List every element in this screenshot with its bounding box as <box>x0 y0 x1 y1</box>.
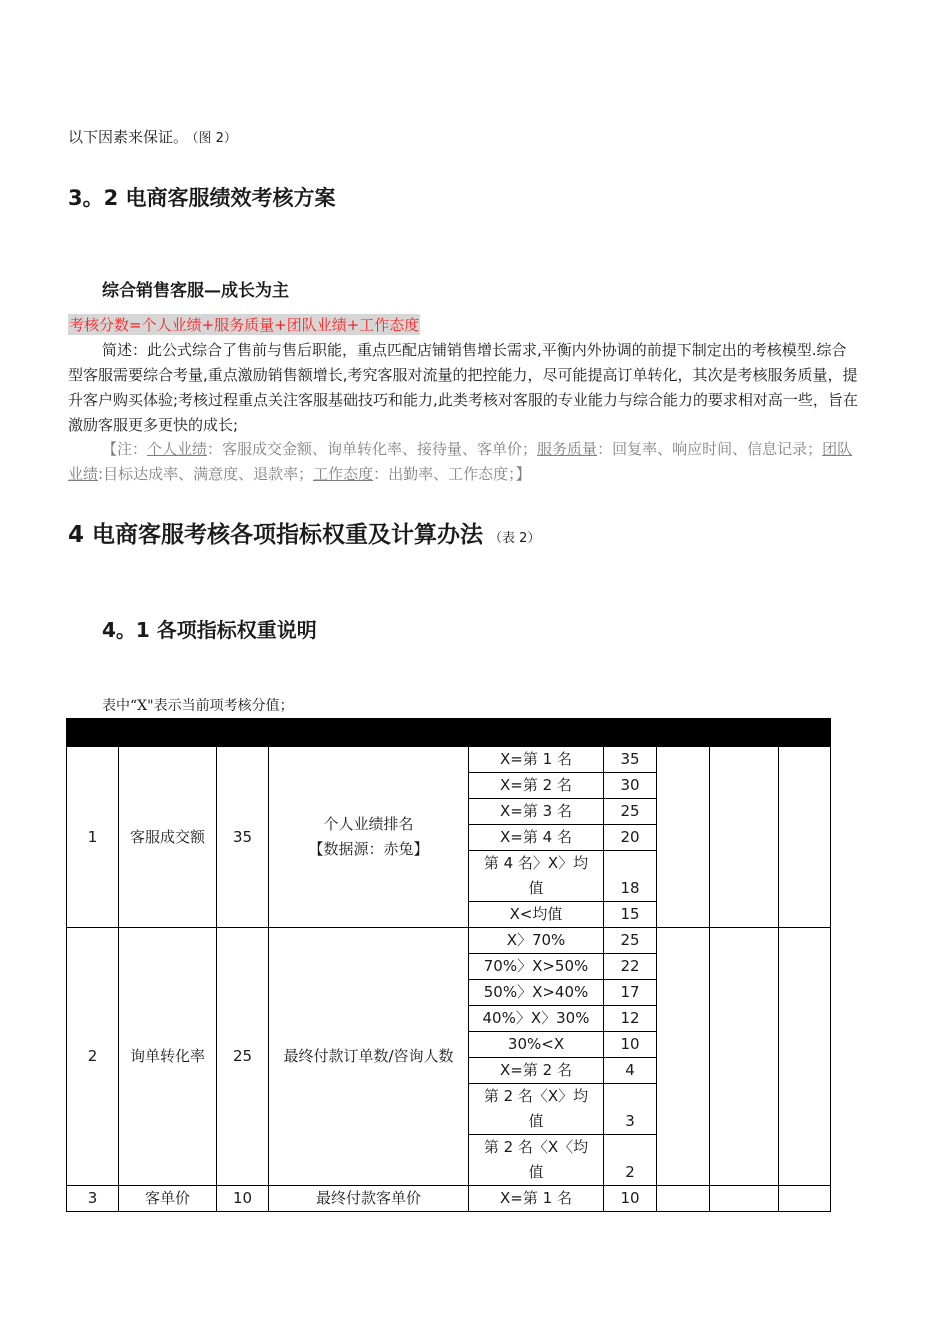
description-paragraph: 简述：此公式综合了售前与售后职能，重点匹配店铺销售增长需求,平衡内外协调的前提下制定出的考核模型.综合型客服需要综合考量,重点激励销售额增长,考究客服对流量的把控能力，尽可能提高订单转化，其次是考核服务质量，提升客户购买体验;考核过程重点关注客服基础技巧和能力,此类考核对客服的专业能力与综合能力的要求相对高一些，旨在激励客服更多更快的成长; <box>68 341 858 434</box>
blank-cell <box>779 747 831 928</box>
header-cell <box>469 719 604 747</box>
rule-condition: X=第 2 名 <box>469 773 604 799</box>
rule-condition <box>469 1084 604 1135</box>
rule-condition: 70%〉X>50% <box>469 954 604 980</box>
rule-score: 10 <box>604 1032 657 1058</box>
condition-line: 值 <box>528 1112 544 1130</box>
header-cell <box>67 719 119 747</box>
blank-cell <box>779 928 831 1186</box>
header-cell <box>269 719 469 747</box>
header-cell <box>710 719 779 747</box>
indicator-weight: 25 <box>217 928 269 1186</box>
section-4-table-ref: （表 2） <box>489 531 541 546</box>
table-note: 表中“X"表示当前项考核分值； <box>102 698 294 714</box>
table-row <box>67 747 831 773</box>
section-4-1-heading: 4。1 各项指标权重说明 <box>102 618 317 642</box>
kpi-weight-table <box>66 718 831 1212</box>
blank-cell <box>657 1186 710 1212</box>
note-term-attitude: 工作态度 <box>313 465 374 483</box>
rule-score: 4 <box>604 1058 657 1084</box>
intro-text: 以下因素来保证。 <box>68 128 189 146</box>
indicator-name: 询单转化率 <box>119 928 217 1186</box>
rule-score: 20 <box>604 825 657 851</box>
blank-cell <box>657 928 710 1186</box>
condition-line: 第 4 名〉X〉均 <box>483 854 589 872</box>
intro-figure-ref: （图 2） <box>192 131 237 146</box>
blank-cell <box>710 747 779 928</box>
rule-condition: X=第 1 名 <box>469 747 604 773</box>
condition-line: 第 2 名〈X〈均 <box>483 1138 589 1156</box>
rule-score: 18 <box>604 851 657 902</box>
header-cell <box>604 719 657 747</box>
blank-cell <box>779 1186 831 1212</box>
indicator-name: 客服成交额 <box>119 747 217 928</box>
rule-score: 10 <box>604 1186 657 1212</box>
rule-condition: X〉70% <box>469 928 604 954</box>
blank-cell <box>710 1186 779 1212</box>
rule-condition <box>469 851 604 902</box>
note-def-team: :目标达成率、满意度、退款率； <box>98 465 314 483</box>
blank-cell <box>657 747 710 928</box>
rule-score: 17 <box>604 980 657 1006</box>
condition-line: 值 <box>528 1163 544 1181</box>
row-number: 3 <box>67 1186 119 1212</box>
description-line: 个人业绩排名 <box>323 815 414 833</box>
note-paragraph <box>68 437 860 487</box>
header-cell <box>119 719 217 747</box>
indicator-weight: 10 <box>217 1186 269 1212</box>
rule-condition: 30%<X <box>469 1032 604 1058</box>
rule-condition: 40%〉X〉30% <box>469 1006 604 1032</box>
indicator-description: 最终付款订单数/咨询人数 <box>269 928 469 1186</box>
section-4-title: 4 电商客服考核各项指标权重及计算办法 <box>68 522 484 548</box>
rule-score: 12 <box>604 1006 657 1032</box>
section-4-heading <box>68 516 540 549</box>
header-cell <box>217 719 269 747</box>
section-3-2-heading: 3。2 电商客服绩效考核方案 <box>68 186 336 210</box>
intro-paragraph <box>68 126 237 147</box>
rule-condition: X=第 3 名 <box>469 799 604 825</box>
note-term-personal: 个人业绩 <box>147 440 208 458</box>
condition-line: 值 <box>528 879 544 897</box>
table-row <box>67 1186 831 1212</box>
row-number: 1 <box>67 747 119 928</box>
rule-score: 3 <box>604 1084 657 1135</box>
rule-score: 2 <box>604 1135 657 1186</box>
rule-score: 25 <box>604 928 657 954</box>
score-formula: 考核分数=个人业绩+服务质量+团队业绩+工作态度 <box>69 316 420 334</box>
note-open: 【注： <box>102 440 148 458</box>
rule-condition: X<均值 <box>469 902 604 928</box>
rule-condition: X=第 4 名 <box>469 825 604 851</box>
rule-condition: X=第 2 名 <box>469 1058 604 1084</box>
rule-condition: 50%〉X>40% <box>469 980 604 1006</box>
note-def-service: ：回复率、响应时间、信息记录； <box>597 440 823 458</box>
condition-line: 第 2 名〈X〉均 <box>483 1087 589 1105</box>
table-row <box>67 928 831 954</box>
header-cell <box>779 719 831 747</box>
rule-score: 22 <box>604 954 657 980</box>
indicator-description: 最终付款客单价 <box>269 1186 469 1212</box>
blank-cell <box>710 928 779 1186</box>
row-number: 2 <box>67 928 119 1186</box>
rule-score: 25 <box>604 799 657 825</box>
note-term-service: 服务质量 <box>537 440 598 458</box>
note-def-personal: ：客服成交金额、询单转化率、接待量、客单价； <box>207 440 538 458</box>
indicator-weight: 35 <box>217 747 269 928</box>
rule-condition <box>469 1135 604 1186</box>
header-cell <box>657 719 710 747</box>
table-header-row <box>67 719 831 747</box>
data-source-line: 【数据源：赤兔】 <box>308 840 429 858</box>
rule-condition: X=第 1 名 <box>469 1186 604 1212</box>
indicator-description <box>269 747 469 928</box>
indicator-name: 客单价 <box>119 1186 217 1212</box>
rule-score: 35 <box>604 747 657 773</box>
subsection-heading: 综合销售客服—成长为主 <box>102 281 289 301</box>
note-term-team: 团队业绩 <box>68 440 853 483</box>
rule-score: 30 <box>604 773 657 799</box>
note-def-attitude: ：出勤率、工作态度；】 <box>373 465 531 483</box>
rule-score: 15 <box>604 902 657 928</box>
